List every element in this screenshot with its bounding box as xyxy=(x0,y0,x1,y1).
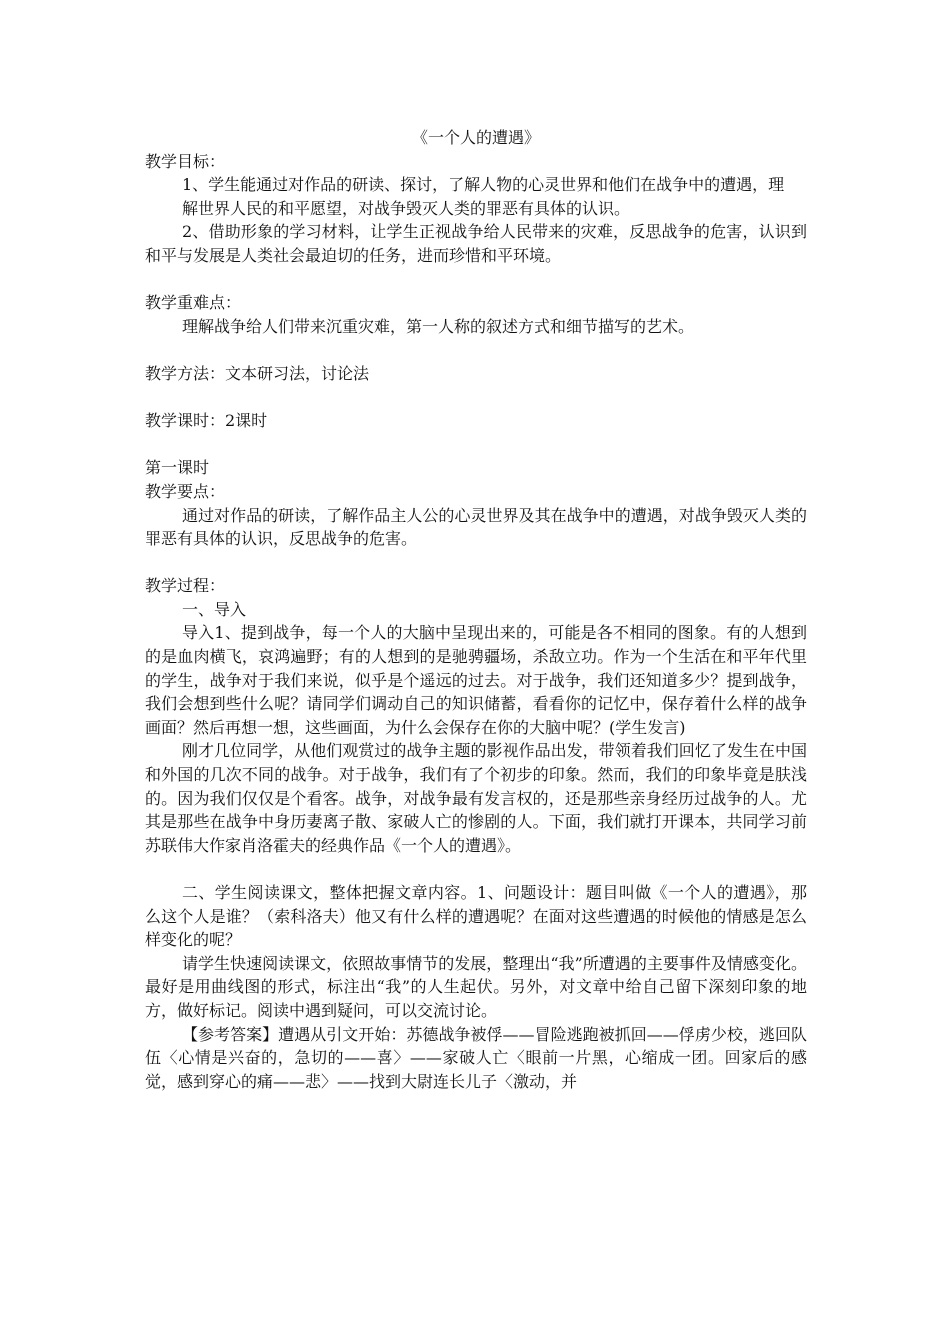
process-heading: 教学过程： xyxy=(145,576,226,596)
objective-1-line1: 1、学生能通过对作品的研读、探讨，了解人物的心灵世界和他们在战争中的遭遇，理 xyxy=(182,175,785,195)
section1-heading: 一、导入 xyxy=(182,599,247,619)
lesson1-points-heading: 教学要点： xyxy=(145,481,226,501)
teaching-methods: 教学方法：文本研习法，讨论法 xyxy=(145,363,370,383)
objective-2: 2、借助形象的学习材料，让学生正视战争给人民带来的灾难，反思战争的危害，认识到和平与发展是人类社会最迫切的任务，进而珍惜和平环境。 xyxy=(145,222,807,265)
process-paragraph-2: 刚才几位同学，从他们观赏过的战争主题的影视作品出发，带领着我们回忆了发生在中国和外国的几次不同的战争。对于战争，我们有了个初步的印象。然而，我们的印象毕竟是肤浅的。因为我们仅仅是个看客。战争，对战争最有发言权的，还是那些亲身经历过战争的人。尤其是那些在战争中身历妻离子散、家破人亡的惨剧的人。下面，我们就打开课本，共同学习前苏联伟大作家肖洛霍夫的经典作品《一个人的遭遇》。 xyxy=(145,741,807,855)
objectives-heading: 教学目标： xyxy=(145,151,226,171)
objective-1-line2: 解世界人民的和平愿望，对战争毁灭人类的罪恶有具体的认识。 xyxy=(182,198,631,218)
key-points-heading: 教学重难点： xyxy=(145,293,242,313)
document-body xyxy=(145,126,807,1093)
process-paragraph-4: 请学生快速阅读课文，依照故事情节的发展，整理出“我”所遭遇的主要事件及情感变化。最好是用曲线图的形式，标注出“我”的人生起伏。另外，对文章中给自己留下深刻印象的地方，做好标记。阅读中遇到疑问，可以交流讨论。 xyxy=(145,953,807,1020)
spacer xyxy=(145,551,807,575)
teaching-hours: 教学课时：2课时 xyxy=(145,411,268,431)
key-points-text: 理解战争给人们带来沉重灾难，第一人称的叙述方式和细节描写的艺术。 xyxy=(182,316,695,336)
spacer xyxy=(145,338,807,362)
spacer xyxy=(145,386,807,410)
spacer xyxy=(145,268,807,292)
spacer xyxy=(145,857,807,881)
document-title: 《一个人的遭遇》 xyxy=(411,128,540,147)
spacer xyxy=(145,433,807,457)
process-paragraph-3: 二、学生阅读课文，整体把握文章内容。1、问题设计：题目叫做《一个人的遭遇》，那么这个人是谁？（索科洛夫）他又有什么样的遭遇呢？在面对这些遭遇的时候他的情感是怎么样变化的呢？ xyxy=(145,883,807,950)
lesson1-heading: 第一课时 xyxy=(145,458,210,478)
process-paragraph-5: 【参考答案】遭遇从引文开始：苏德战争被俘——冒险逃跑被抓回——俘虏少校，逃回队伍〈心情是兴奋的，急切的——喜〉——家破人亡〈眼前一片黑，心缩成一团。回家后的感觉，感到穿心的痛——悲〉——找到大尉连长儿子〈激动，并 xyxy=(145,1024,807,1091)
lesson1-points-text: 通过对作品的研读，了解作品主人公的心灵世界及其在战争中的遭遇，对战争毁灭人类的罪恶有具体的认识，反思战争的危害。 xyxy=(145,505,807,549)
process-paragraph-1: 导入1、提到战争，每一个人的大脑中呈现出来的，可能是各不相同的图象。有的人想到的是血肉横飞，哀鸿遍野；有的人想到的是驰骋疆场，杀敌立功。作为一个生活在和平年代里的学生，战争对于我们来说，似乎是个遥远的过去。对于战争，我们还知道多少？提到战争，我们会想到些什么呢？请同学们调动自己的知识储蓄，看看你的记忆中，保存着什么样的战争画面？然后再想一想，这些画面，为什么会保存在你的大脑中呢？(学生发言) xyxy=(145,623,807,737)
